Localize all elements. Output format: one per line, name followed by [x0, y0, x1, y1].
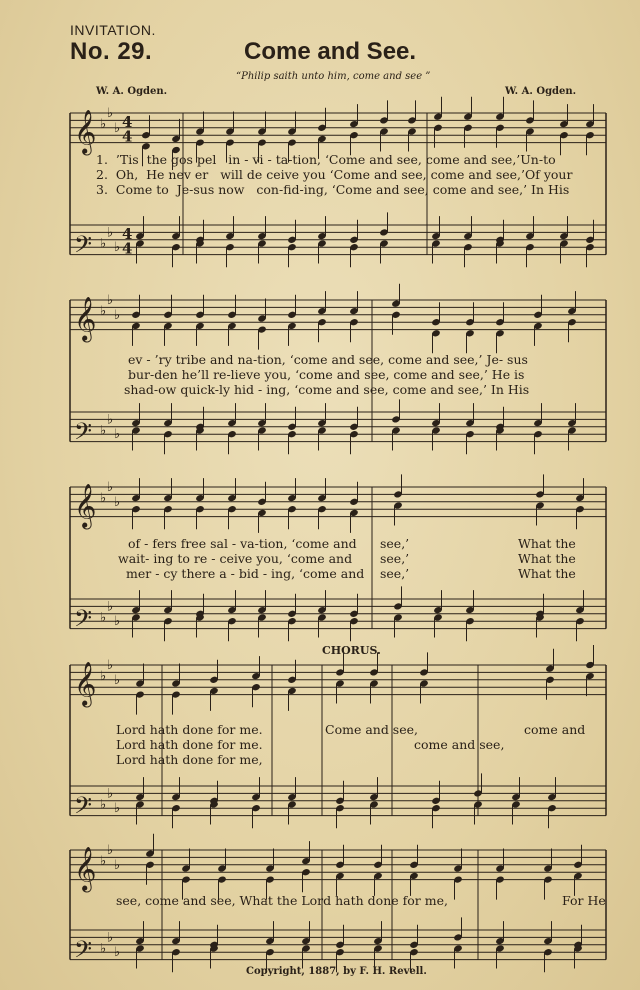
treble-clef-icon: 𝄞	[74, 296, 97, 341]
flat-sign-icon: ♭	[100, 491, 107, 507]
flat-sign-icon: ♭	[114, 857, 121, 873]
flat-sign-icon: ♭	[114, 120, 121, 136]
flat-sign-icon: ♭	[100, 854, 107, 870]
bass-clef-icon: 𝄢	[74, 417, 93, 451]
treble-clef-icon: 𝄞	[74, 661, 97, 706]
flat-sign-icon: ♭	[107, 293, 114, 308]
flat-sign-icon: ♭	[100, 610, 107, 626]
flat-sign-icon: ♭	[107, 412, 114, 428]
flat-sign-icon: ♭	[107, 599, 114, 615]
time-signature: 4	[122, 239, 133, 258]
time-signature: 4	[122, 127, 133, 146]
flat-sign-icon: ♭	[114, 801, 121, 817]
flat-sign-icon: ♭	[100, 797, 107, 813]
category-label: INVITATION.	[70, 22, 156, 38]
hymn-title: Come and See.	[244, 38, 417, 65]
lyric-line: Lord hath done for me,	[116, 752, 263, 767]
lyric-line: see,’	[380, 551, 410, 566]
flat-sign-icon: ♭	[114, 672, 121, 688]
lyric-line: What the	[518, 551, 576, 566]
time-signature: 4	[122, 112, 133, 131]
flat-sign-icon: ♭	[107, 843, 114, 858]
flat-sign-icon: ♭	[107, 658, 114, 673]
lyric-line: see,’	[380, 536, 410, 551]
lyric-line: 1. ’Tis the gos pel in - vi - ta-tion, ‘Come and see, come and see,’Un-to	[96, 152, 556, 167]
lyric-line: ev - ’ry tribe and na-tion, ‘come and see, come and see,’ Je- sus	[128, 352, 528, 367]
flat-sign-icon: ♭	[100, 941, 107, 957]
flat-sign-icon: ♭	[114, 307, 121, 323]
flat-sign-icon: ♭	[107, 480, 114, 495]
flat-sign-icon: ♭	[107, 106, 114, 121]
bass-clef-icon: 𝄢	[74, 791, 93, 825]
lyric-line: wait- ing to re - ceive you, ‘come and	[118, 551, 353, 566]
flat-sign-icon: ♭	[100, 669, 107, 685]
lyric-line: see,’	[380, 566, 410, 581]
flat-sign-icon: ♭	[114, 427, 121, 443]
lyric-line: mer - cy there a - bid - ing, ‘come and	[126, 566, 365, 581]
words-author: W. A. Ogden.	[96, 86, 168, 97]
lyric-line: 3. Come to Je-sus now con-fid-ing, ‘Come and see, come and see,’ In His	[96, 182, 570, 197]
lyric-line: come and	[524, 722, 586, 737]
flat-sign-icon: ♭	[100, 304, 107, 320]
chorus-label: CHORUS.	[322, 644, 381, 657]
lyric-line: Come and see,	[325, 722, 418, 737]
bass-clef-icon: 𝄢	[74, 230, 93, 264]
bass-clef-icon: 𝄢	[74, 604, 93, 638]
lyric-line: shad-ow quick-ly hid - ing, ‘come and see, come and see,’ In His	[124, 382, 530, 397]
lyric-line: come and see,	[414, 737, 505, 752]
bass-clef-icon: 𝄢	[74, 935, 93, 969]
lyric-line: Lord hath done for me.	[116, 737, 263, 752]
scripture-epigraph: “Philip saith unto him, come and see ”	[236, 71, 431, 82]
treble-clef-icon: 𝄞	[74, 483, 97, 528]
flat-sign-icon: ♭	[100, 117, 107, 133]
music-composer: W. A. Ogden.	[505, 86, 577, 97]
flat-sign-icon: ♭	[107, 930, 114, 946]
lyric-line: For He	[562, 893, 606, 908]
lyric-line: Lord hath done for me.	[116, 722, 263, 737]
flat-sign-icon: ♭	[114, 494, 121, 510]
copyright-notice: Copyright, 1887, by F. H. Revell.	[246, 966, 427, 977]
lyric-line: of - fers free sal - va-tion, ‘come and	[128, 536, 357, 551]
treble-clef-icon: 𝄞	[74, 109, 97, 154]
lyric-line: 2. Oh, He nev er will de ceive you ‘Come and see, come and see,’Of your	[96, 167, 573, 182]
treble-clef-icon: 𝄞	[74, 846, 97, 891]
lyric-line: bur-den he’ll re-lieve you, ‘come and see, come and see,’ He is	[128, 367, 525, 382]
flat-sign-icon: ♭	[100, 423, 107, 439]
hymn-number: No. 29.	[70, 38, 153, 65]
lyric-line: What the	[518, 536, 576, 551]
flat-sign-icon: ♭	[107, 225, 114, 241]
flat-sign-icon: ♭	[114, 240, 121, 256]
lyric-line: see, come and see, What the Lord hath done for me,	[116, 893, 448, 908]
flat-sign-icon: ♭	[100, 236, 107, 252]
flat-sign-icon: ♭	[107, 786, 114, 802]
time-signature: 4	[122, 224, 133, 243]
flat-sign-icon: ♭	[114, 945, 121, 961]
lyric-line: What the	[518, 566, 576, 581]
flat-sign-icon: ♭	[114, 614, 121, 630]
